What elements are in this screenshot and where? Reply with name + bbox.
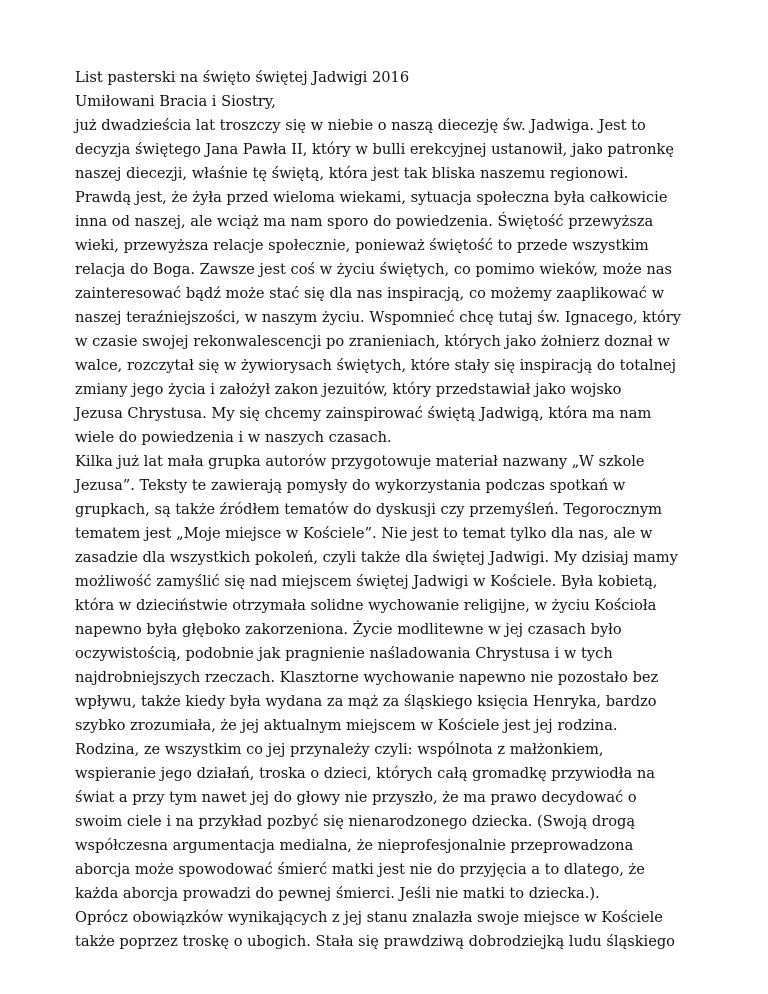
text-line: Rodzina, ze wszystkim co jej przynależy czyli: wspólnota z małżonkiem, xyxy=(75,741,604,758)
text-line: wspieranie jego działań, troska o dzieci, których całą gromadkę przywiodła na xyxy=(75,765,655,782)
text-line: Umiłowani Bracia i Siostry, xyxy=(75,93,276,110)
text-line: współczesna argumentacja medialna, że nieprofesjonalnie przeprowadzona xyxy=(75,837,634,854)
text-line: decyzja świętego Jana Pawła II, który w bulli erekcyjnej ustanowił, jako patronkę xyxy=(75,141,674,158)
text-line: w czasie swojej rekonwalescencji po zranieniach, których jako żołnierz doznał w xyxy=(75,333,670,350)
text-line: tematem jest „Moje miejsce w Kościele”. Nie jest to temat tylko dla nas, ale w xyxy=(75,525,653,542)
text-line: świat a przy tym nawet jej do głowy nie przyszło, że ma prawo decydować o xyxy=(75,789,637,806)
text-line: Prawdą jest, że żyła przed wieloma wiekami, sytuacja społeczna była całkowicie xyxy=(75,189,668,206)
text-line: już dwadzieścia lat troszczy się w niebie o naszą diecezję św. Jadwiga. Jest to xyxy=(75,117,646,134)
text-line: walce, rozczytał się w żywiorysach świętych, które stały się inspiracją do totalnej xyxy=(75,357,677,374)
text-line: inna od naszej, ale wciąż ma nam sporo do powiedzenia. Świętość przewyższa xyxy=(75,213,654,230)
text-line: możliwość zamyślić się nad miejscem świętej Jadwigi w Kościele. Była kobietą, xyxy=(75,573,658,590)
text-line: wiele do powiedzenia i w naszych czasach. xyxy=(75,429,392,446)
text-line: najdrobniejszych rzeczach. Klasztorne wychowanie napewno nie pozostało bez xyxy=(75,669,659,686)
text-line: naszej diecezji, właśnie tę świętą, która jest tak bliska naszemu regionowi. xyxy=(75,165,629,182)
text-line: zasadzie dla wszystkich pokoleń, czyli także dla świętej Jadwigi. My dzisiaj mamy xyxy=(75,549,678,566)
text-line: zmiany jego życia i założył zakon jezuitów, który przedstawiał jako wojsko xyxy=(75,381,622,398)
text-line: swoim ciele i na przykład pozbyć się nienarodzonego dziecka. (Swoją drogą xyxy=(75,813,636,830)
document-text xyxy=(75,90,715,954)
text-line: szybko zrozumiała, że jej aktualnym miejscem w Kościele jest jej rodzina. xyxy=(75,717,618,734)
text-line: która w dzieciństwie otrzymała solidne wychowanie religijne, w życiu Kościoła xyxy=(75,597,657,614)
text-line: zainteresować bądź może stać się dla nas inspiracją, co możemy zaaplikować w xyxy=(75,285,665,302)
text-line: Kilka już lat mała grupka autorów przygotowuje materiał nazwany „W szkole xyxy=(75,453,645,470)
text-line: grupkach, są także źródłem tematów do dyskusji czy przemyśleń. Tegorocznym xyxy=(75,501,662,518)
text-line: Oprócz obowiązków wynikających z jej stanu znalazła swoje miejsce w Kościele xyxy=(75,909,663,926)
text-line: relacja do Boga. Zawsze jest coś w życiu świętych, co pomimo wieków, może nas xyxy=(75,261,672,278)
document-title: List pasterski na święto świętej Jadwigi 2016 xyxy=(75,69,410,86)
text-line: każda aborcja prowadzi do pewnej śmierci. Jeśli nie matki to dziecka.). xyxy=(75,885,600,902)
text-line: także poprzez troskę o ubogich. Stała się prawdziwą dobrodziejką ludu śląskiego xyxy=(75,933,675,950)
text-line: aborcja może spowodować śmierć matki jest nie do przyjęcia a to dlatego, że xyxy=(75,861,645,878)
text-line: Jezusa”. Teksty te zawierają pomysły do wykorzystania podczas spotkań w xyxy=(75,477,626,494)
text-line: Jezusa Chrystusa. My się chcemy zainspirować świętą Jadwigą, która ma nam xyxy=(75,405,652,422)
document-body xyxy=(75,66,715,954)
text-line: wpływu, także kiedy była wydana za mąż za śląskiego księcia Henryka, bardzo xyxy=(75,693,657,710)
text-line: napewno była głęboko zakorzeniona. Życie modlitewne w jej czasach było xyxy=(75,621,622,638)
text-line: naszej teraźniejszości, w naszym życiu. Wspomnieć chcę tutaj św. Ignacego, który xyxy=(75,309,681,326)
text-line: wieki, przewyższa relacje społecznie, ponieważ świętość to przede wszystkim xyxy=(75,237,649,254)
text-line: oczywistością, podobnie jak pragnienie naśladowania Chrystusa i w tych xyxy=(75,645,613,662)
